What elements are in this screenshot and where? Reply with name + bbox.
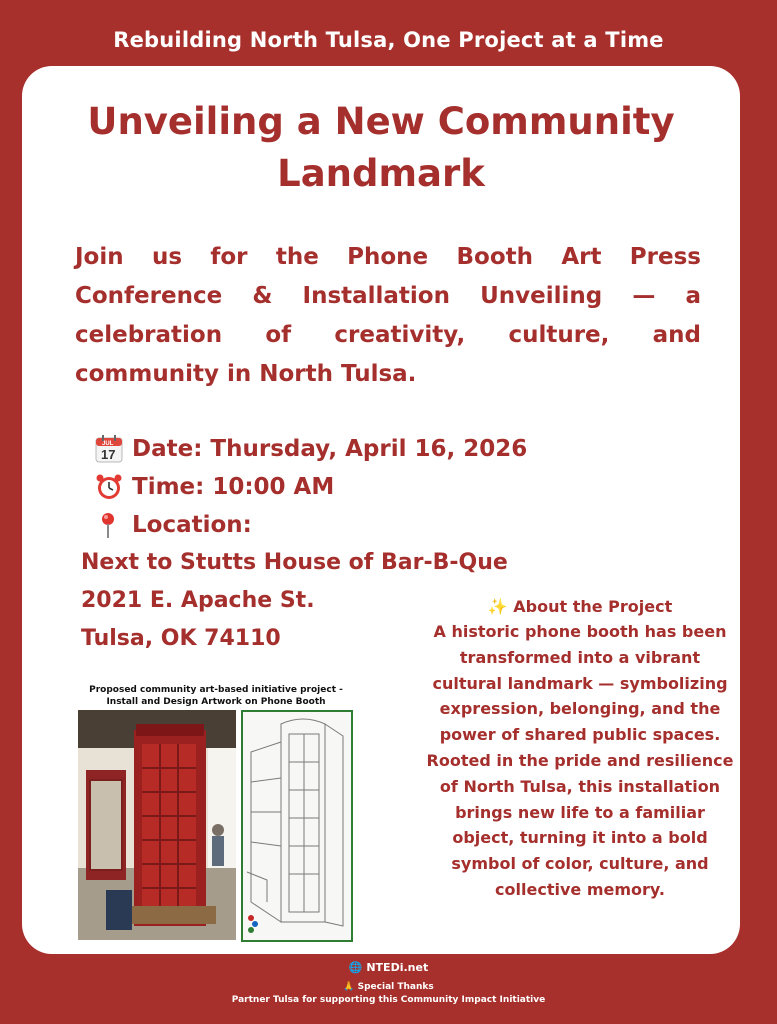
date-row — [94, 430, 527, 468]
location-row — [94, 506, 527, 544]
pushpin-icon — [94, 511, 124, 539]
address-line-2: 2021 E. Apache St. — [81, 588, 315, 613]
headline-line-1: Unveiling a New Community — [87, 100, 675, 143]
address-line-3: Tulsa, OK 74110 — [81, 626, 281, 651]
top-banner: Rebuilding North Tulsa, One Project at a Time — [113, 28, 664, 52]
caption-line-2: Install and Design Artwork on Phone Booth — [106, 697, 326, 707]
date-text: Date: Thursday, April 16, 2026 — [132, 436, 528, 462]
svg-text:JUL: JUL — [102, 441, 114, 447]
time-row — [94, 468, 527, 506]
flyer-card — [22, 66, 740, 954]
intro-paragraph: Join us for the Phone Booth Art Press Conference & Installation Unveiling — a celebration of creativity, culture, and community in North Tulsa. — [75, 244, 701, 387]
footer — [0, 960, 777, 1007]
caption-line-1: Proposed community art-based initiative project - — [89, 685, 343, 695]
footer-site[interactable]: 🌐 NTEDi.net — [348, 961, 429, 974]
headline-line-2: Landmark — [277, 152, 485, 195]
sparkles-icon: ✨ — [487, 597, 508, 616]
location-label: Location: — [132, 512, 252, 538]
praying-hands-icon: 🙏 — [343, 982, 355, 992]
footer-partner: Partner Tulsa for supporting this Community Impact Initiative — [231, 995, 546, 1005]
headline — [22, 96, 740, 200]
phone-booth-photo — [78, 710, 236, 940]
alarm-clock-icon — [94, 473, 124, 501]
phone-booth-sketch — [241, 710, 353, 942]
event-details — [94, 430, 527, 544]
svg-text:17: 17 — [101, 447, 116, 462]
time-text: Time: 10:00 AM — [132, 474, 335, 500]
footer-thanks: 🙏 Special Thanks — [343, 982, 434, 992]
about-body: A historic phone booth has been transformed into a vibrant cultural landmark — symbolizing expression, belonging, and the power of shared public spaces. Rooted in the pride and resilience of North Tulsa, this installation brings new life to a familiar object, turning it into a bold symbol of color, culture, and collective memory. — [426, 622, 734, 899]
calendar-icon — [94, 435, 124, 463]
about-title: ✨ About the Project — [487, 597, 673, 616]
about-project — [424, 594, 736, 903]
globe-icon: 🌐 — [348, 961, 363, 974]
image-caption — [78, 684, 354, 708]
address-line-1: Next to Stutts House of Bar-B-Que — [81, 550, 508, 575]
